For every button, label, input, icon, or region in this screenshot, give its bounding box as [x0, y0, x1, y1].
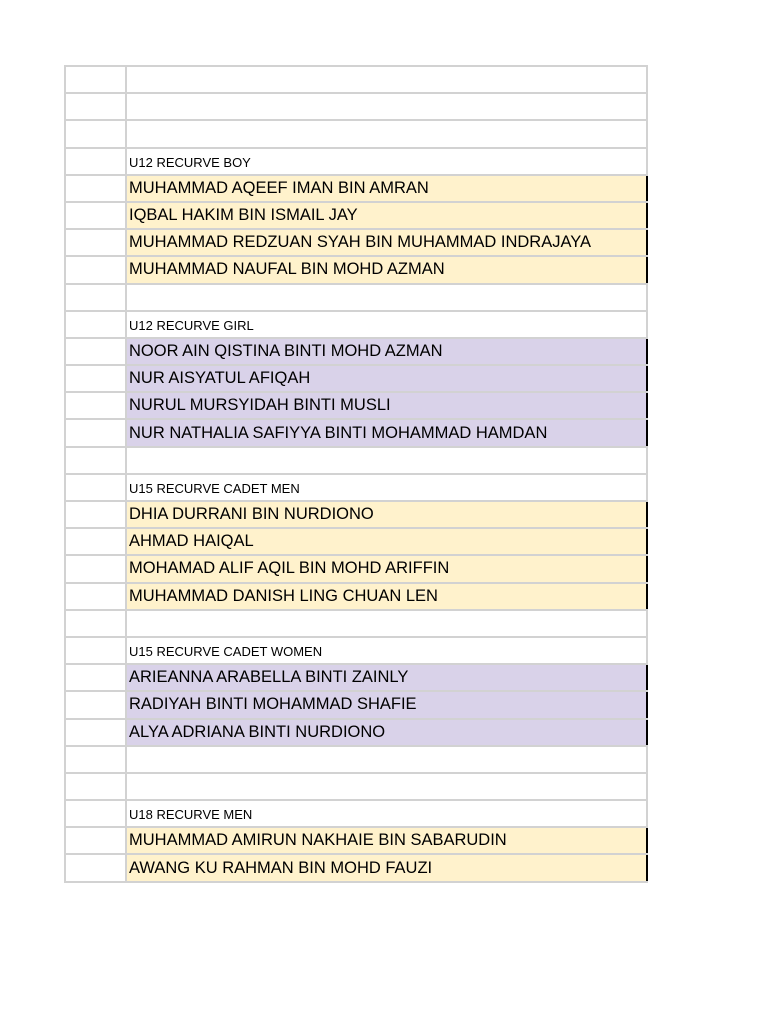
empty-cell[interactable] [127, 67, 648, 92]
spreadsheet-grid [64, 65, 648, 883]
empty-row [64, 65, 648, 92]
athlete-row [64, 500, 648, 527]
column-a-cell[interactable] [64, 774, 127, 799]
athlete-row [64, 364, 648, 391]
empty-row [64, 283, 648, 310]
column-a-cell[interactable] [64, 121, 127, 146]
athlete-row [64, 174, 648, 201]
category-header-row [64, 473, 648, 500]
athlete-row [64, 554, 648, 581]
athlete-name-cell[interactable]: AWANG KU RAHMAN BIN MOHD FAUZI [127, 855, 648, 880]
column-a-cell[interactable] [64, 665, 127, 690]
column-a-cell[interactable] [64, 285, 127, 310]
column-a-cell[interactable] [64, 529, 127, 554]
athlete-name-cell[interactable]: MUHAMMAD REDZUAN SYAH BIN MUHAMMAD INDRAJAYA [127, 230, 648, 255]
athlete-name-cell[interactable]: MUHAMMAD AMIRUN NAKHAIE BIN SABARUDIN [127, 828, 648, 853]
athlete-row [64, 418, 648, 445]
athlete-name-cell[interactable]: NURUL MURSYIDAH BINTI MUSLI [127, 393, 648, 418]
column-a-cell[interactable] [64, 257, 127, 282]
empty-cell[interactable] [127, 121, 648, 146]
empty-row [64, 446, 648, 473]
column-a-cell[interactable] [64, 230, 127, 255]
athlete-name-cell[interactable]: ARIEANNA ARABELLA BINTI ZAINLY [127, 665, 648, 690]
column-a-cell[interactable] [64, 149, 127, 174]
column-a-cell[interactable] [64, 638, 127, 663]
athlete-row [64, 826, 648, 853]
column-a-cell[interactable] [64, 203, 127, 228]
column-a-cell[interactable] [64, 448, 127, 473]
column-a-cell[interactable] [64, 828, 127, 853]
column-a-cell[interactable] [64, 475, 127, 500]
athlete-row [64, 690, 648, 717]
column-a-cell[interactable] [64, 720, 127, 745]
empty-cell[interactable] [127, 611, 648, 636]
athlete-name-cell[interactable]: NUR AISYATUL AFIQAH [127, 366, 648, 391]
athlete-name-cell[interactable]: MUHAMMAD DANISH LING CHUAN LEN [127, 584, 648, 609]
column-a-cell[interactable] [64, 366, 127, 391]
athlete-name-cell[interactable]: IQBAL HAKIM BIN ISMAIL JAY [127, 203, 648, 228]
athlete-name-cell[interactable]: MUHAMMAD AQEEF IMAN BIN AMRAN [127, 176, 648, 201]
athlete-name-cell[interactable]: DHIA DURRANI BIN NURDIONO [127, 502, 648, 527]
category-header-cell[interactable]: U15 RECURVE CADET MEN [127, 475, 648, 500]
empty-row [64, 609, 648, 636]
athlete-row [64, 228, 648, 255]
category-header-cell[interactable]: U15 RECURVE CADET WOMEN [127, 638, 648, 663]
athlete-name-cell[interactable]: NUR NATHALIA SAFIYYA BINTI MOHAMMAD HAMDAN [127, 420, 648, 445]
column-a-cell[interactable] [64, 67, 127, 92]
category-header-row [64, 310, 648, 337]
category-header-row [64, 799, 648, 826]
athlete-row [64, 582, 648, 609]
grid-bottom-border [64, 881, 648, 883]
category-header-cell[interactable]: U18 RECURVE MEN [127, 801, 648, 826]
athlete-name-cell[interactable]: RADIYAH BINTI MOHAMMAD SHAFIE [127, 692, 648, 717]
empty-row [64, 119, 648, 146]
athlete-row [64, 255, 648, 282]
category-header-row [64, 147, 648, 174]
empty-cell[interactable] [127, 774, 648, 799]
column-a-cell[interactable] [64, 339, 127, 364]
athlete-name-cell[interactable]: AHMAD HAIQAL [127, 529, 648, 554]
category-header-row [64, 636, 648, 663]
athlete-row [64, 337, 648, 364]
column-a-cell[interactable] [64, 611, 127, 636]
athlete-row [64, 853, 648, 880]
athlete-name-cell[interactable]: MUHAMMAD NAUFAL BIN MOHD AZMAN [127, 257, 648, 282]
empty-cell[interactable] [127, 747, 648, 772]
athlete-row [64, 527, 648, 554]
athlete-name-cell[interactable]: ALYA ADRIANA BINTI NURDIONO [127, 720, 648, 745]
empty-cell[interactable] [127, 285, 648, 310]
column-a-cell[interactable] [64, 584, 127, 609]
athlete-name-cell[interactable]: MOHAMAD ALIF AQIL BIN MOHD ARIFFIN [127, 556, 648, 581]
column-a-cell[interactable] [64, 94, 127, 119]
column-a-cell[interactable] [64, 176, 127, 201]
empty-cell[interactable] [127, 94, 648, 119]
athlete-row [64, 201, 648, 228]
column-a-cell[interactable] [64, 855, 127, 880]
column-a-cell[interactable] [64, 747, 127, 772]
athlete-row [64, 391, 648, 418]
empty-cell[interactable] [127, 448, 648, 473]
column-a-cell[interactable] [64, 393, 127, 418]
athlete-name-cell[interactable]: NOOR AIN QISTINA BINTI MOHD AZMAN [127, 339, 648, 364]
column-a-cell[interactable] [64, 556, 127, 581]
column-a-cell[interactable] [64, 692, 127, 717]
empty-row [64, 772, 648, 799]
category-header-cell[interactable]: U12 RECURVE BOY [127, 149, 648, 174]
empty-row [64, 92, 648, 119]
column-a-cell[interactable] [64, 312, 127, 337]
column-a-cell[interactable] [64, 420, 127, 445]
empty-row [64, 745, 648, 772]
column-a-cell[interactable] [64, 502, 127, 527]
category-header-cell[interactable]: U12 RECURVE GIRL [127, 312, 648, 337]
column-a-cell[interactable] [64, 801, 127, 826]
athlete-row [64, 663, 648, 690]
athlete-row [64, 718, 648, 745]
